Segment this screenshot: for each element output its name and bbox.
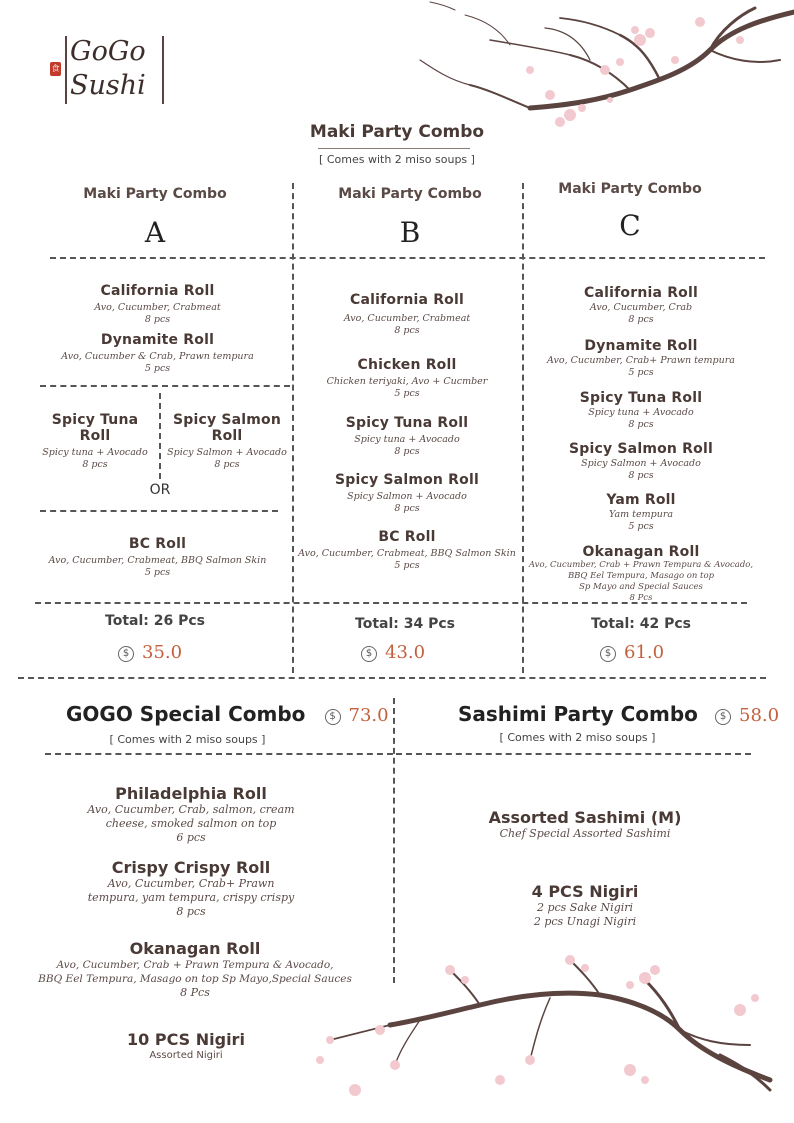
price-value: 43.0 (385, 642, 426, 663)
item-desc: Avo, Cucumber, Crabmeat, BBQ Salmon Skin (298, 548, 516, 559)
item-desc: tempura, yam tempura, crispy crispy (87, 891, 295, 904)
item-pcs: 8 pcs (214, 459, 240, 470)
column-b-letter: B (399, 216, 421, 249)
maki-header-divider (50, 257, 765, 259)
item-name: Spicy Tuna Roll (345, 415, 469, 431)
column-c-total: Total: 42 Pcs (591, 616, 691, 632)
item-pcs: 8 Pcs (180, 986, 210, 999)
column-c-item-3 (527, 390, 755, 430)
item-name: Crispy Crispy Roll (111, 858, 271, 877)
item-desc: Avo, Cucumber, Crab + Prawn Tempura & Avocado, (528, 560, 754, 570)
gogo-price: 73.0 (348, 705, 389, 726)
gogo-title: GOGO Special Combo (66, 702, 306, 726)
item-pcs: 8 pcs (628, 470, 654, 481)
logo-divider-left (65, 36, 67, 104)
column-b-item-4 (296, 472, 518, 514)
item-desc: Chicken teriyaki, Avo + Cucmber (326, 376, 488, 387)
item-desc: Avo, Cucumber, Crab, salmon, cream (87, 803, 295, 816)
column-a-dynamite-roll (40, 332, 275, 374)
item-pcs: 5 pcs (394, 560, 420, 571)
item-pcs: 8 pcs (394, 325, 420, 336)
item-name: Philadelphia Roll (115, 784, 267, 803)
column-a-bc-roll (40, 536, 275, 578)
bottom-divider-vertical (393, 698, 395, 983)
dollar-icon: $ (118, 646, 134, 662)
item-desc: Yam tempura (608, 509, 674, 520)
dollar-icon: $ (715, 709, 731, 725)
gogo-price-group (325, 706, 389, 725)
item-pcs: 8 pcs (176, 905, 206, 918)
sashimi-price: 58.0 (739, 705, 780, 726)
column-b-item-1 (296, 292, 518, 336)
item-name: California Roll (583, 285, 698, 301)
column-b-price (361, 642, 425, 663)
item-desc: Sp Mayo and Special Sauces (579, 582, 703, 592)
item-name: Spicy Tuna Roll (51, 412, 139, 444)
item-name: California Roll (349, 292, 464, 308)
column-c-item-4 (527, 441, 755, 481)
column-c-item-6 (527, 544, 755, 604)
column-a-total: Total: 26 Pcs (105, 613, 205, 629)
gogo-header (66, 702, 396, 726)
gogo-item-3 (20, 939, 370, 1000)
section-divider (18, 677, 766, 679)
item-name: 10 PCS Nigiri (127, 1030, 245, 1049)
column-b-title: Maki Party Combo (338, 186, 482, 202)
column-a-or-label: OR (149, 482, 171, 498)
item-pcs: 8 Pcs (629, 593, 653, 603)
item-desc: Spicy Salmon + Avocado (581, 458, 701, 469)
column-c-letter: C (619, 209, 641, 242)
item-desc: BBQ Eel Tempura, Masago on top Sp Mayo,Special Sauces (38, 973, 352, 985)
maki-a-divider-lower (40, 510, 278, 512)
item-name: Dynamite Roll (100, 332, 215, 348)
item-desc: Avo, Cucumber, Crab+ Prawn (107, 877, 275, 890)
logo-seal: 食 (50, 62, 61, 76)
item-pcs: 5 pcs (628, 367, 654, 378)
item-desc: 2 pcs Unagi Nigiri (533, 915, 637, 928)
dollar-icon: $ (325, 709, 341, 725)
logo-text-line2: Sushi (70, 70, 146, 101)
item-name: 4 PCS Nigiri (531, 882, 639, 901)
item-name: California Roll (100, 283, 215, 299)
gogo-item-4 (30, 1030, 342, 1063)
maki-section-title: Maki Party Combo (309, 122, 485, 142)
item-name: Spicy Salmon Roll (335, 472, 479, 488)
item-name: Yam Roll (606, 492, 676, 508)
column-b-total: Total: 34 Pcs (355, 616, 455, 632)
sashimi-item-1 (420, 808, 750, 841)
logo-divider-right (162, 36, 164, 104)
item-pcs: 8 pcs (144, 314, 171, 325)
logo-text-line1: GoGo (70, 36, 146, 67)
item-desc: Spicy tuna + Avocado (354, 434, 460, 445)
sashimi-title: Sashimi Party Combo (458, 702, 698, 726)
item-pcs: 8 pcs (628, 314, 654, 325)
item-pcs: 5 pcs (394, 388, 420, 399)
column-b-item-5 (296, 529, 518, 571)
sashimi-price-group (715, 706, 779, 725)
gogo-item-1 (30, 784, 352, 845)
item-pcs: 8 pcs (628, 419, 654, 430)
item-desc: Avo, Cucumber, Crabmeat, BBQ Salmon Skin (48, 555, 267, 566)
column-a-price (118, 642, 182, 663)
column-a-california-roll (40, 283, 275, 325)
item-name: Assorted Sashimi (M) (488, 808, 682, 827)
item-desc: Avo, Cucumber, Crab (589, 302, 693, 313)
column-a-title: Maki Party Combo (83, 186, 227, 202)
cherry-blossom-top-decoration (410, 0, 794, 135)
column-c-title: Maki Party Combo (558, 181, 702, 197)
item-desc: Avo, Cucumber, Crab+ Prawn tempura (547, 355, 735, 366)
item-name: Spicy Salmon Roll (569, 441, 713, 457)
item-desc: Avo, Cucumber, Crabmeat (343, 313, 471, 324)
logo (50, 36, 170, 108)
sashimi-subtitle: [ Comes with 2 miso soups ] (499, 731, 656, 744)
item-name: Okanagan Roll (129, 939, 261, 958)
column-c-item-5 (527, 492, 755, 532)
item-name: Spicy Salmon Roll (172, 412, 282, 444)
item-desc: Assorted Nigiri (149, 1050, 223, 1061)
item-desc: 2 pcs Sake Nigiri (536, 901, 634, 914)
sashimi-header-divider (396, 753, 751, 755)
item-desc: Spicy Salmon + Avocado (167, 447, 287, 458)
item-pcs: 8 pcs (394, 446, 420, 457)
column-c-item-1 (527, 285, 755, 325)
item-desc: Spicy tuna + Avocado (42, 447, 148, 458)
item-name: BC Roll (378, 529, 436, 545)
item-pcs: 5 pcs (144, 363, 171, 374)
column-c-price (600, 642, 664, 663)
item-desc: Spicy Salmon + Avocado (347, 491, 467, 502)
item-name: BC Roll (128, 536, 187, 552)
maki-title-underline (318, 148, 470, 149)
dollar-icon: $ (600, 646, 616, 662)
item-name: Spicy Tuna Roll (579, 390, 703, 406)
cherry-blossom-bottom-decoration (300, 940, 794, 1123)
item-name: Okanagan Roll (582, 544, 700, 560)
price-value: 35.0 (142, 642, 183, 663)
maki-subtitle: [ Comes with 2 miso soups ] (319, 153, 475, 166)
item-desc: Spicy tuna + Avocado (588, 407, 694, 418)
item-pcs: 6 pcs (176, 831, 206, 844)
item-desc: Avo, Cucumber, Crabmeat (94, 302, 221, 313)
sashimi-item-2 (420, 882, 750, 929)
item-pcs: 8 pcs (394, 503, 420, 514)
gogo-header-divider (45, 753, 393, 755)
item-desc: Avo, Cucumber & Crab, Prawn tempura (61, 351, 254, 362)
item-desc: cheese, smoked salmon on top (105, 817, 277, 830)
maki-a-divider-upper (40, 385, 290, 387)
column-a-spicy-salmon-roll (163, 412, 291, 470)
dollar-icon: $ (361, 646, 377, 662)
maki-a-divider-middle (159, 393, 161, 479)
column-c-item-2 (527, 338, 755, 378)
price-value: 61.0 (624, 642, 665, 663)
column-b-item-2 (296, 357, 518, 399)
item-name: Dynamite Roll (584, 338, 698, 354)
column-a-spicy-tuna-roll (36, 412, 154, 470)
column-a-letter: A (144, 216, 166, 249)
column-b-item-3 (296, 415, 518, 457)
item-name: Chicken Roll (357, 357, 457, 373)
item-desc: BBQ Eel Tempura, Masago on top (567, 571, 715, 581)
item-desc: Avo, Cucumber, Crab + Prawn Tempura & Avocado, (56, 959, 334, 971)
item-pcs: 5 pcs (144, 567, 171, 578)
sashimi-header (458, 702, 788, 726)
item-pcs: 8 pcs (82, 459, 108, 470)
gogo-item-2 (30, 858, 352, 919)
gogo-subtitle: [ Comes with 2 miso soups ] (109, 733, 266, 746)
item-desc: Chef Special Assorted Sashimi (499, 827, 671, 840)
item-pcs: 5 pcs (628, 521, 654, 532)
